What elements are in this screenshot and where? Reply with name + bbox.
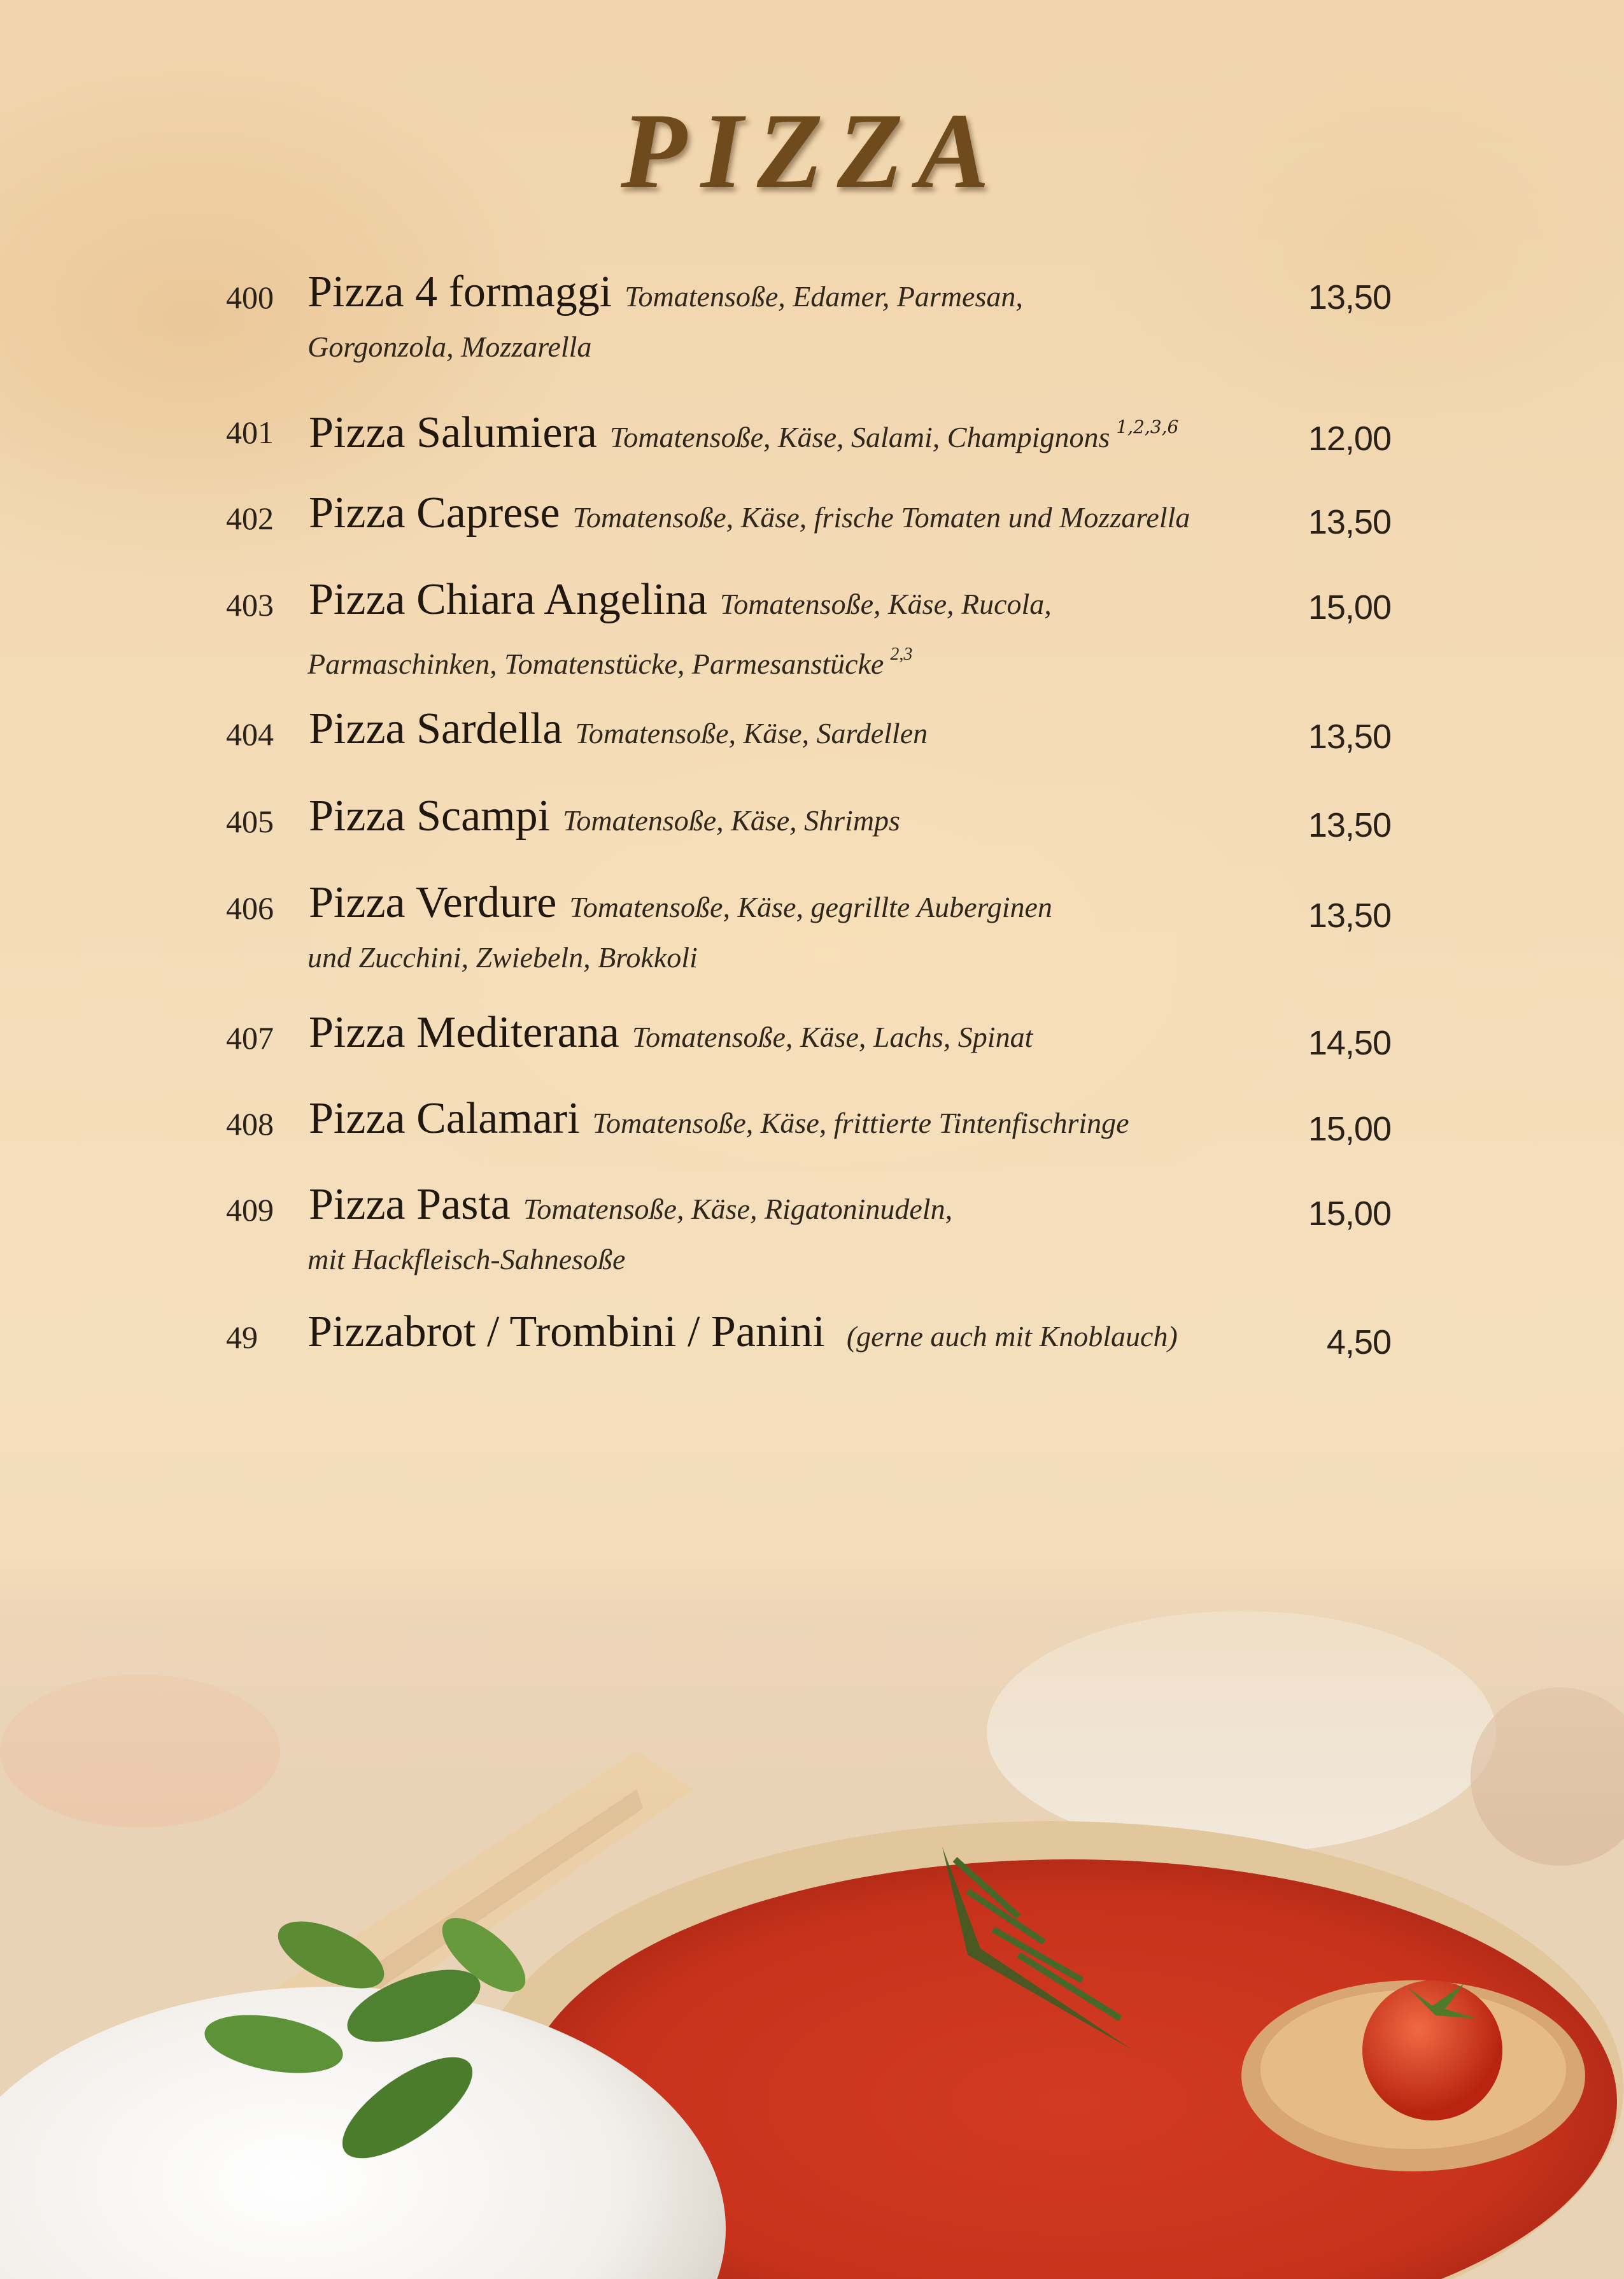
item-description: Tomatensoße, Käse, Sardellen bbox=[575, 717, 928, 749]
item-description: Tomatensoße, Käse, Salami, Champignons bbox=[609, 421, 1110, 453]
allergen-note: 1,2,3,6 bbox=[1116, 416, 1179, 437]
item-price: 12,00 bbox=[1308, 420, 1391, 458]
item-name: Pizza Salumiera bbox=[309, 408, 597, 457]
item-name: Pizza 4 formaggi bbox=[307, 267, 612, 316]
item-name: Pizza Calamari bbox=[309, 1094, 580, 1143]
food-photo bbox=[0, 1560, 1624, 2279]
item-number: 403 bbox=[226, 587, 274, 623]
allergen-note: 2,3 bbox=[890, 644, 913, 664]
item-name: Pizza Caprese bbox=[309, 488, 560, 537]
item-description: Tomatensoße, Käse, gegrillte Auberginen bbox=[569, 891, 1052, 923]
item-description: Tomatensoße, Käse, frittierte Tintenfischringe bbox=[592, 1107, 1129, 1139]
item-price: 13,50 bbox=[1308, 897, 1391, 935]
item-price: 13,50 bbox=[1308, 503, 1391, 541]
item-price: 14,50 bbox=[1308, 1024, 1391, 1062]
item-description-cont: mit Hackfleisch-Sahnesoße bbox=[307, 1243, 626, 1275]
item-price: 13,50 bbox=[1308, 806, 1391, 844]
item-description: Tomatensoße, Käse, Lachs, Spinat bbox=[632, 1021, 1033, 1053]
item-description: Tomatensoße, Käse, Shrimps bbox=[563, 804, 900, 837]
item-name: Pizza Scampi bbox=[309, 792, 551, 841]
item-description-cont: Parmaschinken, Tomatenstücke, Parmesanstücke bbox=[307, 648, 884, 680]
item-description-cont: Gorgonzola, Mozzarella bbox=[307, 330, 592, 363]
item-name: Pizzabrot / Trombini / Panini bbox=[307, 1307, 825, 1356]
item-number: 400 bbox=[226, 280, 274, 315]
item-number: 402 bbox=[226, 501, 274, 536]
item-description-cont: und Zucchini, Zwiebeln, Brokkoli bbox=[307, 941, 698, 974]
item-description: Tomatensoße, Käse, frische Tomaten und Mozzarella bbox=[572, 501, 1190, 534]
item-price: 13,50 bbox=[1308, 278, 1391, 316]
item-number: 405 bbox=[226, 804, 274, 839]
item-number: 408 bbox=[226, 1106, 274, 1142]
item-number: 407 bbox=[226, 1020, 274, 1056]
item-price: 15,00 bbox=[1308, 588, 1391, 627]
item-number: 404 bbox=[226, 716, 274, 752]
item-description: Tomatensoße, Käse, Rigatoninudeln, bbox=[523, 1193, 953, 1225]
page-title: PIZZA bbox=[620, 91, 1004, 211]
item-number: 406 bbox=[226, 890, 274, 926]
item-name: Pizza Mediterana bbox=[309, 1008, 619, 1057]
item-description: (gerne auch mit Knoblauch) bbox=[846, 1320, 1178, 1352]
item-name: Pizza Sardella bbox=[309, 704, 563, 753]
food-illustration bbox=[0, 1560, 1624, 2279]
item-name: Pizza Chiara Angelina bbox=[309, 575, 707, 624]
item-name: Pizza Pasta bbox=[309, 1180, 511, 1229]
item-name: Pizza Verdure bbox=[309, 878, 557, 927]
item-description: Tomatensoße, Käse, Rucola, bbox=[719, 588, 1052, 620]
item-price: 13,50 bbox=[1308, 718, 1391, 756]
item-number: 409 bbox=[226, 1192, 274, 1228]
item-price: 15,00 bbox=[1308, 1110, 1391, 1148]
item-price: 4,50 bbox=[1326, 1323, 1391, 1361]
item-number: 401 bbox=[226, 415, 274, 450]
item-description: Tomatensoße, Edamer, Parmesan, bbox=[625, 280, 1023, 313]
item-number: 49 bbox=[226, 1319, 258, 1355]
item-price: 15,00 bbox=[1308, 1195, 1391, 1233]
